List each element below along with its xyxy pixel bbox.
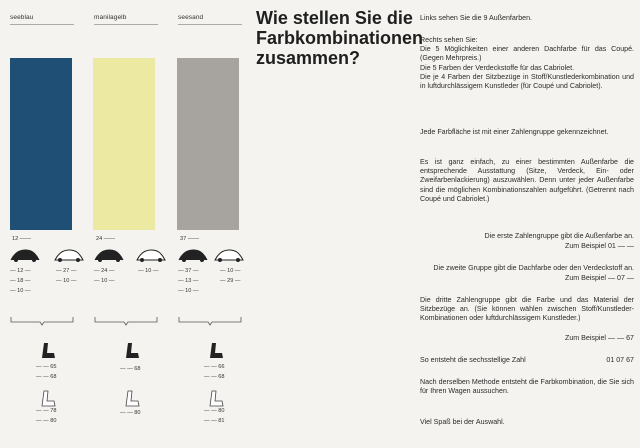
coupe-roof-icon	[10, 248, 40, 262]
roof-code: — 10 —	[10, 288, 31, 294]
primary-code: 12 ——	[12, 236, 31, 242]
paragraph: Es ist ganz einfach, zu einer bestimmten Außenfarbe die entsprechende Ausstattung (Sitze, Verdeck, Ein- oder Zweifarbenlackierung) auszuwählen. Denn unter jeder Außenfarbe sind die möglichen Kombinationszahlen aufgeführt. (Getrennt nach Coupé und Cabriolet.)	[420, 158, 634, 203]
example-line: Zum Beispiel — — 67	[565, 334, 634, 342]
paragraph: Nach derselben Methode entsteht die Farbkombination, die Sie sich für Ihren Wagen aussuchen.	[420, 378, 634, 396]
seat-code: — — 78	[36, 408, 57, 414]
coupe-roof-icon	[94, 248, 124, 262]
seat-code: — — 65	[36, 364, 57, 370]
seat-icon-dark	[204, 340, 226, 362]
roof-code: — 18 —	[10, 278, 31, 284]
swatch-manilagelb[interactable]	[93, 58, 155, 230]
color-name-seesand: seesand	[178, 14, 204, 21]
seat-code: — — 80	[120, 410, 141, 416]
color-name-manilagelb: manilagelb	[94, 14, 127, 21]
roof-code: — 13 —	[178, 278, 199, 284]
swatch-seeblau[interactable]	[10, 58, 72, 230]
seat-code: — — 80	[36, 418, 57, 424]
seat-icon-dark	[36, 340, 58, 362]
paragraph: Jede Farbfläche ist mit einer Zahlengruppe gekennzeichnet.	[420, 128, 609, 136]
roof-code: — 10 —	[178, 288, 199, 294]
paragraph: Viel Spaß bei der Auswahl.	[420, 418, 505, 426]
example-line: Zum Beispiel — 07 —	[565, 274, 634, 282]
seat-icon-light	[204, 388, 226, 410]
roof-code: — 24 —	[94, 268, 115, 274]
paragraph: Die zweite Gruppe gibt die Dachfarbe oder den Verdeckstoff an.	[433, 264, 634, 272]
example-line: Zum Beispiel 01 — —	[565, 242, 634, 250]
bracket-divider	[178, 316, 242, 326]
roof-code: — 12 —	[10, 268, 31, 274]
cabrio-top-icon	[214, 248, 244, 262]
paragraph: Die erste Zahlengruppe gibt die Außenfarbe an.	[484, 232, 634, 240]
coupe-roof-icon	[178, 248, 208, 262]
seat-code: — — 80	[204, 408, 225, 414]
divider	[10, 24, 74, 25]
bracket-divider	[10, 316, 74, 326]
swatch-seesand[interactable]	[177, 58, 239, 230]
example-number: 01 07 67	[606, 356, 634, 364]
divider	[94, 24, 158, 25]
roof-code: — 37 —	[178, 268, 199, 274]
roof-code: — 10 —	[94, 278, 115, 284]
paragraph: Rechts sehen Sie: Die 5 Möglichkeiten einer anderen Dachfarbe für das Coupé. (Gegen Mehrpreis.) Die 5 Farben der Verdeckstoffe für das Cabriolet. Die je 4 Farben der Sitzbezüge in Stoff/Kunstlederkombination und in luftdurchlässigem Kunstleder (für Coupé und Cabriolet).	[420, 36, 634, 91]
roof-code: — 27 —	[56, 268, 77, 274]
seat-code: — — 68	[204, 374, 225, 380]
roof-code: — 29 —	[220, 278, 241, 284]
seat-code: — — 68	[120, 366, 141, 372]
seat-code: — — 81	[204, 418, 225, 424]
divider	[178, 24, 242, 25]
roof-code: — 10 —	[56, 278, 77, 284]
primary-code: 37 ——	[180, 236, 199, 242]
seat-code: — — 66	[204, 364, 225, 370]
paragraph: So entsteht die sechsstellige Zahl	[420, 356, 526, 364]
primary-code: 24 ——	[96, 236, 115, 242]
color-name-seeblau: seeblau	[10, 14, 34, 21]
seat-icon-light	[120, 388, 142, 410]
roof-code: — 10 —	[138, 268, 159, 274]
roof-code: — 10 —	[220, 268, 241, 274]
bracket-divider	[94, 316, 158, 326]
paragraph: Die dritte Zahlengruppe gibt die Farbe und das Material der Sitzbezüge an. (Sie können wählen zwischen Stoff/Kunstleder-Kombinationen oder luftdurchlässigem Kunstleder.)	[420, 296, 634, 323]
paragraph: Links sehen Sie die 9 Außenfarben.	[420, 14, 532, 22]
seat-code: — — 68	[36, 374, 57, 380]
cabrio-top-icon	[54, 248, 84, 262]
page-heading: Wie stellen Sie die Farbkombinationen zusammen?	[256, 8, 424, 68]
cabrio-top-icon	[136, 248, 166, 262]
seat-icon-light	[36, 388, 58, 410]
seat-icon-dark	[120, 340, 142, 362]
